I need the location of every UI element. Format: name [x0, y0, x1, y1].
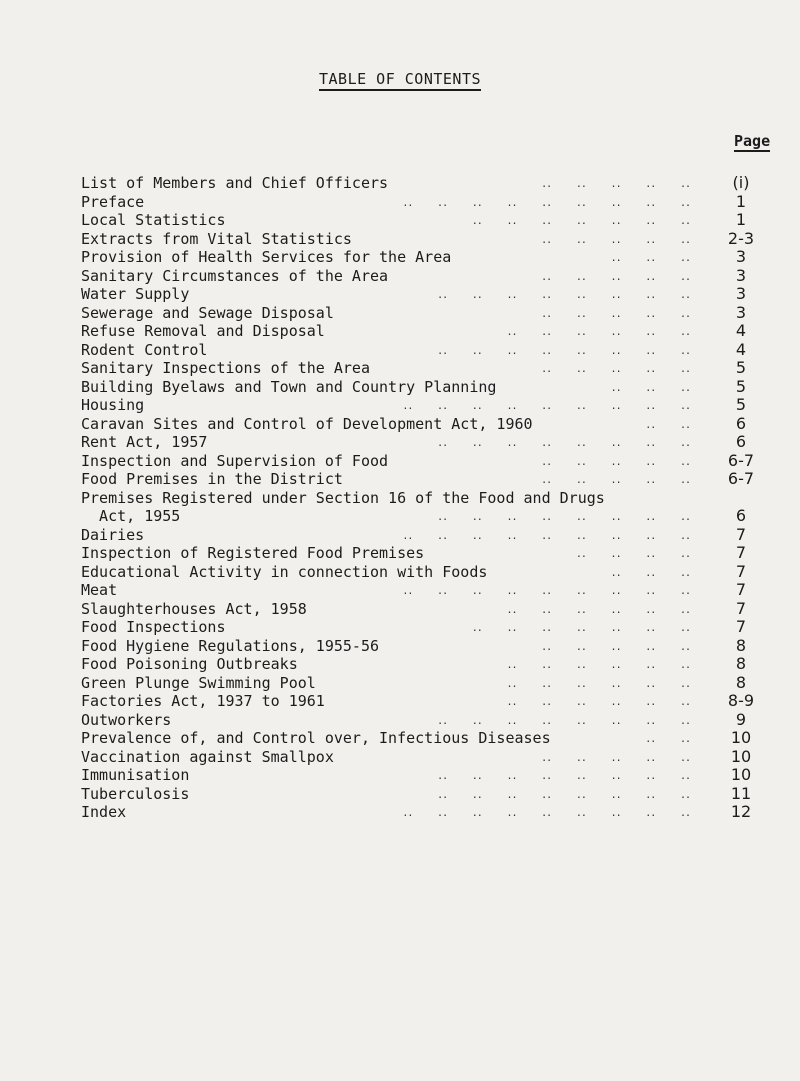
table-of-contents [81, 174, 771, 822]
toc-entry-title [81, 544, 424, 563]
leader-dots: ․․ ․․ ․․ ․․ ․․ ․․ [507, 324, 691, 338]
toc-entry-title-text: Food Premises in the District [81, 470, 343, 488]
toc-entry-title [81, 470, 343, 489]
toc-entry-title [81, 267, 388, 286]
leader-dots: ․․ ․․ ․․ ․․ ․․ ․․ ․․ ․․ [438, 435, 691, 449]
leader-dots: ․․ ․․ ․․ [611, 250, 691, 264]
toc-entry-title [81, 674, 316, 693]
toc-entry-title-text: Outworkers [81, 710, 172, 729]
toc-entry [81, 211, 771, 230]
toc-entry [81, 563, 771, 582]
toc-entry [81, 322, 771, 341]
toc-entry-title-text: Premises Registered under Section 16 of the Food and Drugs [81, 488, 605, 507]
toc-entry-title-continuation: Act, 1955 [81, 507, 181, 525]
toc-entry [81, 766, 771, 785]
toc-entry-page: 6 [735, 432, 747, 451]
leader-dots: ․․ ․․ ․․ ․․ ․․ [542, 472, 691, 486]
leader-dots: ․․ ․․ ․․ ․․ ․․ [542, 638, 691, 653]
toc-entry-title [81, 433, 207, 452]
leader-dots: ․․ ․․ ․․ ․․ ․․ ․․ ․․ [472, 213, 691, 227]
leader-dots: ․․ ․․ ․․ ․․ ․․ ․․ ․․ [472, 620, 691, 634]
toc-entry [81, 526, 771, 545]
leader-dots: ․․ ․․ ․․ ․․ ․․ [542, 176, 691, 190]
toc-entry [81, 581, 771, 600]
toc-entry-page: 8-9 [727, 691, 755, 710]
toc-entry-title-text: Refuse Removal and Disposal [81, 322, 325, 340]
leader-dots: ․․ ․․ ․․ ․․ ․․ ․․ ․․ ․․ [438, 509, 691, 523]
leader-dots: ․․ ․․ [646, 731, 691, 745]
toc-entry-page: 7 [735, 617, 747, 636]
leader-dots: ․․ ․․ ․․ ․․ [576, 546, 691, 560]
page-title [0, 70, 800, 88]
page-column-header [734, 132, 770, 150]
toc-entry-title [81, 748, 334, 767]
toc-entry-title [81, 563, 487, 582]
leader-dots: ․․ ․․ ․․ ․․ ․․ ․․ [507, 601, 691, 616]
toc-entry-title-text: Preface [81, 192, 145, 211]
toc-entry-page: 6 [735, 413, 747, 433]
toc-entry [81, 785, 771, 804]
toc-entry [81, 396, 771, 415]
toc-entry-page: 7 [735, 598, 747, 618]
toc-entry-page: 10 [730, 728, 752, 747]
toc-entry-title [81, 304, 334, 323]
leader-dots: ․․ ․․ ․․ ․․ ․․ [542, 361, 691, 375]
toc-entry-title-text: Rent Act, 1957 [81, 433, 208, 451]
toc-entry-title [81, 803, 126, 822]
toc-entry-title [81, 729, 551, 748]
toc-entry-title [81, 655, 298, 674]
leader-dots: ․․ ․․ ․․ [611, 564, 691, 579]
toc-entry [81, 655, 771, 674]
toc-entry-page: 4 [735, 339, 747, 359]
toc-entry-page: 12 [730, 802, 752, 821]
toc-entry-title-text: Provision of Health Services for the Area [81, 248, 452, 266]
toc-entry-title-text: Tuberculosis [81, 784, 190, 803]
toc-entry-title [81, 211, 226, 230]
toc-entry [81, 359, 771, 378]
toc-entry-title-text: Inspection and Supervision of Food [81, 451, 389, 470]
toc-entry-title-text: Immunisation [81, 766, 190, 784]
toc-entry-title-text: Food Hygiene Regulations, 1955-56 [81, 636, 380, 655]
leader-dots: ․․ ․․ ․․ ․․ ․․ ․․ ․․ ․․ ․․ [403, 583, 691, 597]
toc-entry-title-text: Housing [81, 396, 145, 414]
toc-entry-title [81, 322, 325, 341]
toc-entry [81, 248, 771, 267]
toc-entry-page: 9 [735, 709, 747, 729]
toc-entry [81, 304, 771, 323]
toc-entry-title-text: Building Byelaws and Town and Country Planning [81, 377, 497, 396]
toc-entry-title-text: Sanitary Inspections of the Area [81, 359, 370, 377]
toc-entry-page: 5 [735, 358, 747, 377]
toc-entry [81, 452, 771, 471]
toc-entry-page: 7 [735, 580, 747, 599]
toc-entry-page: 8 [735, 672, 747, 692]
toc-entry-title [81, 637, 379, 656]
toc-entry-page: 3 [735, 265, 747, 285]
toc-entry-title-text: Extracts from Vital Statistics [81, 229, 352, 248]
toc-entry [81, 711, 771, 730]
toc-entry-title [81, 711, 171, 730]
toc-entry-title [81, 618, 226, 637]
toc-entry-page: 10 [730, 765, 752, 784]
toc-entry-title [81, 378, 496, 397]
page-title-text: TABLE OF CONTENTS [319, 70, 481, 91]
toc-entry [81, 433, 771, 452]
toc-entry-page: 2-3 [727, 228, 755, 248]
toc-entry-title-text: List of Members and Chief Officers [81, 174, 389, 192]
leader-dots: ․․ ․․ ․․ ․․ ․․ ․․ ․․ ․․ ․․ [403, 805, 691, 819]
leader-dots: ․․ ․․ ․․ ․․ ․․ ․․ ․․ ․․ ․․ [403, 398, 691, 412]
toc-entry [81, 803, 771, 822]
toc-entry-title-text: Caravan Sites and Control of Development Act, 1960 [81, 414, 533, 433]
toc-entry-title-text: Inspection of Registered Food Premises [81, 544, 425, 562]
toc-entry-title-text: Prevalence of, and Control over, Infectious Diseases [81, 729, 551, 747]
toc-entry-title [81, 230, 352, 249]
toc-entry-title [81, 285, 189, 304]
toc-entry-title [81, 359, 370, 378]
toc-entry [81, 618, 771, 637]
toc-entry-page: 10 [730, 746, 752, 766]
toc-entry-page: 6-7 [727, 450, 755, 470]
toc-entry-title [81, 193, 144, 212]
toc-entry [81, 600, 771, 619]
toc-entry [81, 637, 771, 656]
toc-entry-page: 7 [735, 543, 747, 562]
toc-entry-title [81, 526, 144, 545]
leader-dots: ․․ ․․ ․․ ․․ ․․ [542, 749, 691, 764]
toc-entry-page: 4 [735, 321, 747, 340]
toc-entry [81, 692, 771, 711]
toc-entry-title [81, 692, 325, 711]
toc-entry [81, 729, 771, 748]
toc-entry-title-text: Index [81, 803, 127, 821]
leader-dots: ․․ ․․ ․․ ․․ ․․ ․․ ․․ ․․ [438, 786, 691, 801]
toc-entry-title [81, 581, 117, 600]
leader-dots: ․․ ․․ [646, 416, 691, 431]
toc-entry [81, 267, 771, 286]
toc-entry-page: 3 [735, 302, 747, 322]
toc-entry [81, 470, 771, 489]
leader-dots: ․․ ․․ ․․ ․․ ․․ ․․ ․․ ․․ ․․ [403, 527, 691, 542]
toc-entry [81, 674, 771, 693]
toc-entry-page: 7 [735, 561, 747, 581]
page-column-header-text: Page [734, 132, 771, 150]
toc-entry-page: 1 [735, 210, 747, 229]
leader-dots: ․․ ․․ ․․ ․․ ․․ ․․ [507, 694, 691, 708]
toc-entry-title [81, 415, 533, 434]
toc-entry-title [81, 248, 451, 267]
leader-dots: ․․ ․․ ․․ [611, 379, 691, 394]
toc-entry-title [81, 452, 388, 471]
toc-entry-page: 8 [735, 635, 747, 655]
toc-entry-title-text: Dairies [81, 525, 145, 544]
toc-entry [81, 193, 771, 212]
leader-dots: ․․ ․․ ․․ ․․ ․․ ․․ ․․ ․․ [438, 287, 691, 301]
toc-entry [81, 285, 771, 304]
toc-entry-page: (i) [732, 173, 750, 192]
toc-entry-title [81, 174, 388, 193]
toc-entry [81, 378, 771, 397]
toc-entry-title [81, 600, 307, 619]
toc-entry-title [81, 785, 189, 804]
toc-entry [81, 341, 771, 360]
leader-dots: ․․ ․․ ․․ ․․ ․․ [542, 305, 691, 320]
toc-entry-title-text: Vaccination against Smallpox [81, 747, 334, 766]
leader-dots: ․․ ․․ ․․ ․․ ․․ ․․ ․․ ․․ [438, 712, 691, 727]
toc-entry-title-text: Food Poisoning Outbreaks [81, 655, 298, 673]
toc-entry-title [81, 766, 189, 785]
toc-entry [81, 174, 771, 193]
toc-entry-page: 7 [735, 524, 747, 544]
toc-entry-title-text: Local Statistics [81, 211, 226, 229]
toc-entry-page: 8 [735, 654, 747, 673]
toc-entry [81, 489, 771, 526]
toc-entry-title-text: Rodent Control [81, 340, 208, 359]
toc-entry [81, 544, 771, 563]
toc-entry-title [81, 396, 144, 415]
leader-dots: ․․ ․․ ․․ ․․ ․․ ․․ [507, 657, 691, 671]
toc-entry-title-text: Green Plunge Swimming Pool [81, 673, 316, 692]
toc-entry-page: 5 [735, 376, 747, 396]
leader-dots: ․․ ․․ ․․ ․․ ․․ [542, 453, 691, 468]
toc-entry-page: 3 [735, 284, 747, 303]
leader-dots: ․․ ․․ ․․ ․․ ․․ ․․ ․․ ․․ [438, 342, 691, 357]
toc-entry [81, 415, 771, 434]
leader-dots: ․․ ․․ ․․ ․․ ․․ [542, 268, 691, 283]
toc-entry-title-text: Water Supply [81, 285, 190, 303]
toc-entry-title-text: Meat [81, 581, 118, 599]
toc-entry-page: 6-7 [727, 469, 755, 488]
toc-entry [81, 230, 771, 249]
toc-entry-title-text: Factories Act, 1937 to 1961 [81, 692, 325, 710]
toc-entry-title-text: Food Inspections [81, 618, 226, 636]
toc-entry-title [81, 341, 207, 360]
toc-entry-page: 1 [735, 191, 747, 211]
toc-entry-title-text: Sanitary Circumstances of the Area [81, 266, 389, 285]
toc-entry-title-text: Educational Activity in connection with Foods [81, 562, 488, 581]
toc-entry-title-text: Sewerage and Sewage Disposal [81, 303, 334, 322]
leader-dots: ․․ ․․ ․․ ․․ ․․ [542, 231, 691, 246]
leader-dots: ․․ ․․ ․․ ․․ ․․ ․․ ․․ ․․ [438, 768, 691, 782]
toc-entry-page: 5 [735, 395, 747, 414]
toc-entry-page: 3 [735, 247, 747, 266]
toc-entry [81, 748, 771, 767]
toc-entry-page: 6 [735, 506, 747, 525]
leader-dots: ․․ ․․ ․․ ․․ ․․ ․․ ․․ ․․ ․․ [403, 194, 691, 209]
toc-entry-page: 11 [730, 783, 752, 803]
toc-entry-title-text: Slaughterhouses Act, 1958 [81, 599, 307, 618]
leader-dots: ․․ ․․ ․․ ․․ ․․ ․․ [507, 675, 691, 690]
